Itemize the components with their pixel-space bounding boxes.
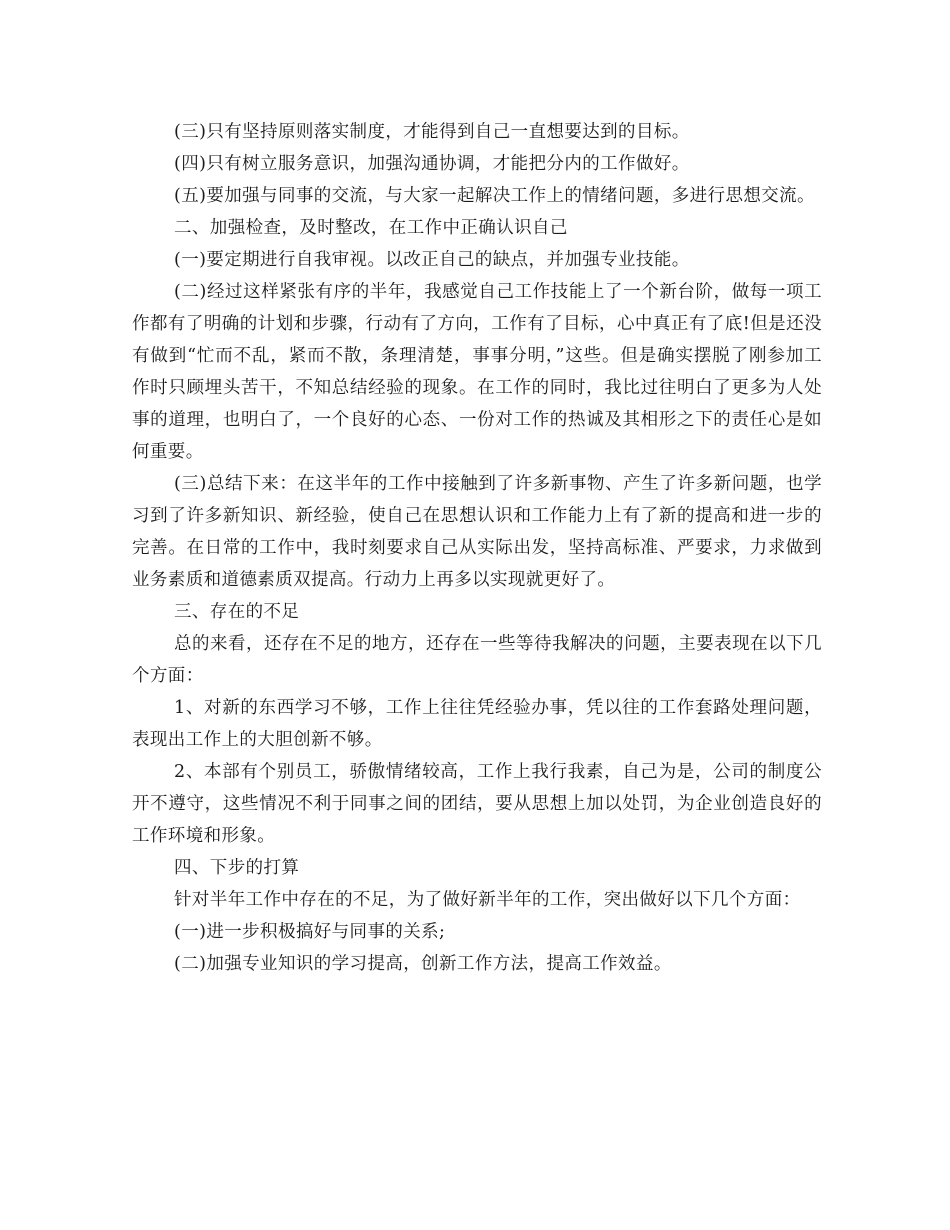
section-heading-4: 四、下步的打算 — [174, 858, 300, 878]
shortcoming-item-2: 2、本部有个别员工，骄傲情绪较高，工作上我行我素，自己为是，公司的制度公开不遵守，这些情况不利于同事之间的团结，要从思想上加以处罚，为企业创造良好的工作环境和形象。 — [132, 762, 822, 846]
paragraph-overview: 总的来看，还存在不足的地方，还存在一些等待我解决的问题，主要表现在以下几个方面： — [132, 634, 822, 686]
section-heading-3: 三、存在的不足 — [174, 602, 300, 622]
paragraph-item-1: (一)要定期进行自我审视。以改正自己的缺点，并加强专业技能。 — [174, 250, 690, 270]
section-heading-2: 二、加强检查，及时整改，在工作中正确认识自己 — [174, 218, 568, 238]
plan-item-2: (二)加强专业知识的学习提高，创新工作方法，提高工作效益。 — [174, 954, 672, 974]
paragraph-summary: (三)总结下来：在这半年的工作中接触到了许多新事物、产生了许多新问题，也学习到了许多新知识、新经验，使自己在思想认识和工作能力上有了新的提高和进一步的完善。在日常的工作中，我时刻要求自己从实际出发，坚持高标准、严要求，力求做到业务素质和道德素质双提高。行动力上再多以实现就更好了。 — [132, 474, 822, 590]
paragraph-item-2: (二)经过这样紧张有序的半年，我感觉自己工作技能上了一个新台阶，做每一项工作都有了明确的计划和步骤，行动有了方向，工作有了目标，心中真正有了底!但是还没有做到“忙而不乱，紧而不散，条理清楚，事事分明，”这些。但是确实摆脱了刚参加工作时只顾埋头苦干，不知总结经验的现象。在工作的同时，我比过往明白了更多为人处事的道理，也明白了，一个良好的心态、一份对工作的热诚及其相形之下的责任心是如何重要。 — [132, 282, 822, 462]
plan-item-1: (一)进一步积极搞好与同事的关系; — [174, 922, 446, 942]
shortcoming-item-1: 1、对新的东西学习不够，工作上往往凭经验办事，凭以往的工作套路处理问题，表现出工作上的大胆创新不够。 — [132, 698, 822, 750]
paragraph-item-3: (三)只有坚持原则落实制度，才能得到自己一直想要达到的目标。 — [174, 122, 690, 142]
document-body — [132, 116, 822, 980]
paragraph-item-5: (五)要加强与同事的交流，与大家一起解决工作上的情绪问题，多进行思想交流。 — [174, 186, 815, 206]
plan-intro: 针对半年工作中存在的不足，为了做好新半年的工作，突出做好以下几个方面： — [174, 890, 801, 910]
paragraph-item-4: (四)只有树立服务意识，加强沟通协调，才能把分内的工作做好。 — [174, 154, 690, 174]
